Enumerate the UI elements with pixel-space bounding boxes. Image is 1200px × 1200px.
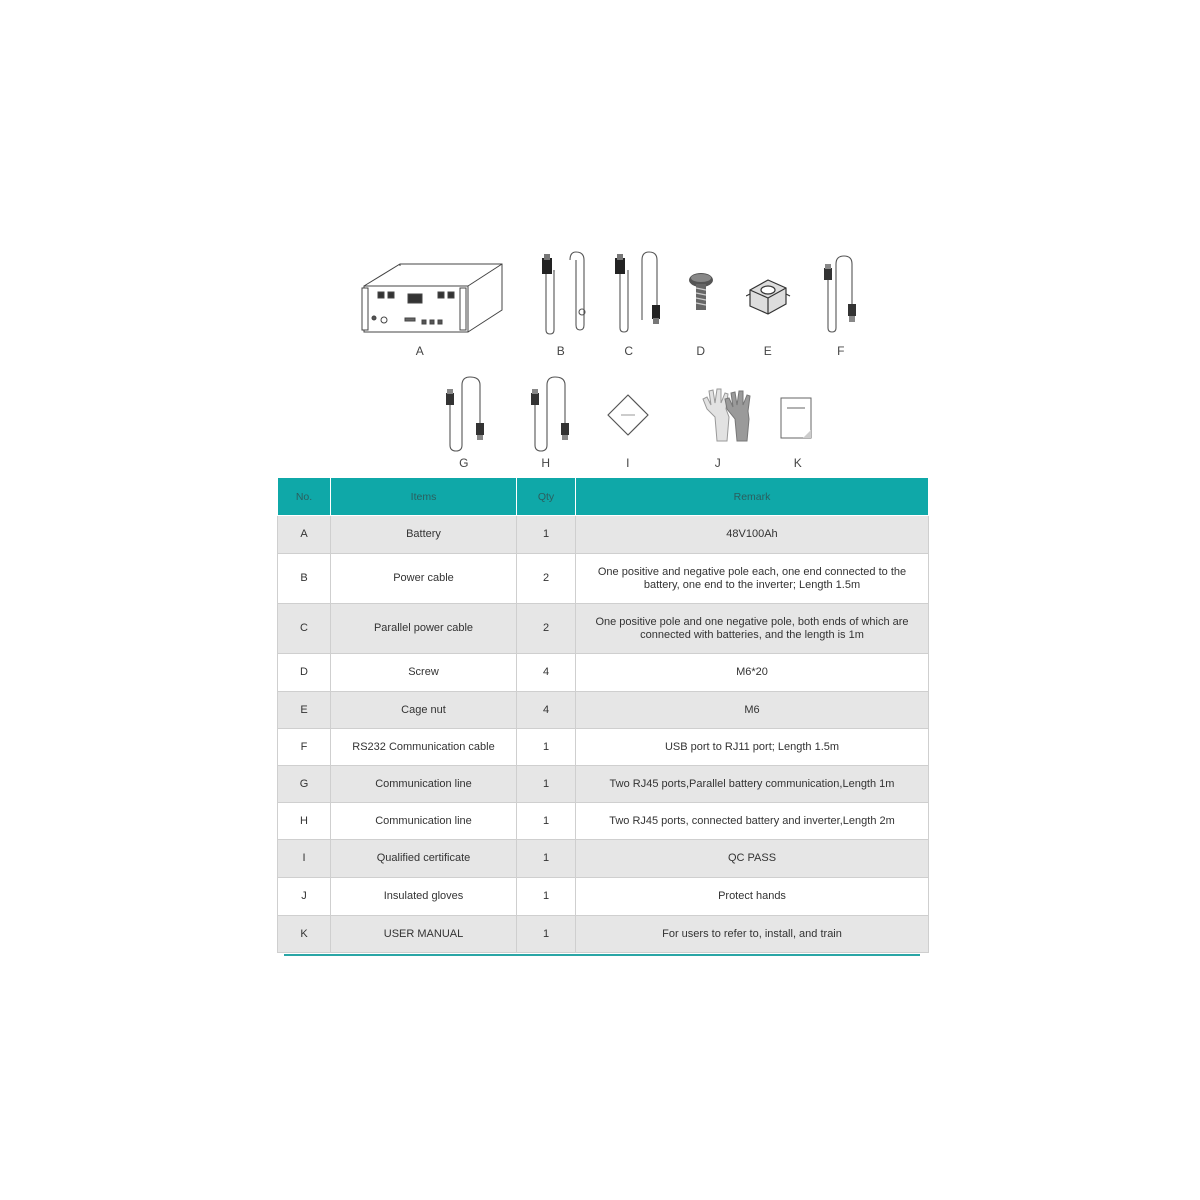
gloves-icon [693,387,753,443]
row-no: G [278,766,331,803]
comm-cable-g-icon [440,373,490,453]
row-qty: 2 [517,554,576,604]
table-row [278,878,929,916]
row-remark: M6*20 [576,654,929,692]
packing-list-table [277,477,929,953]
row-qty: 1 [517,766,576,803]
row-remark: M6 [576,692,929,729]
table-row [278,729,929,766]
row-remark: Protect hands [576,878,929,916]
header-items: Items [331,478,517,516]
item-label-a: A [415,344,425,358]
item-label-d: D [696,344,706,358]
cage-nut-icon [746,276,791,316]
table-row [278,654,929,692]
row-no: B [278,554,331,604]
comm-cable-h-icon [525,373,575,453]
table-row [278,916,929,953]
row-remark: USB port to RJ11 port; Length 1.5m [576,729,929,766]
row-item: USER MANUAL [331,916,517,953]
row-remark: For users to refer to, install, and train [576,916,929,953]
row-qty: 4 [517,692,576,729]
header-remark: Remark [576,478,929,516]
row-qty: 1 [517,840,576,878]
row-item: Screw [331,654,517,692]
row-qty: 1 [517,729,576,766]
row-no: J [278,878,331,916]
table-row [278,803,929,840]
screw-icon [686,272,716,314]
row-remark: Two RJ45 ports,Parallel battery communication,Length 1m [576,766,929,803]
row-no: F [278,729,331,766]
row-item: Insulated gloves [331,878,517,916]
row-item: Communication line [331,766,517,803]
row-qty: 1 [517,916,576,953]
row-item: Power cable [331,554,517,604]
row-qty: 4 [517,654,576,692]
battery-rack-icon [360,258,505,336]
table-row [278,766,929,803]
row-no: H [278,803,331,840]
table-row [278,604,929,654]
table-row [278,554,929,604]
certificate-icon [605,392,651,438]
table-row [278,692,929,729]
row-item: Qualified certificate [331,840,517,878]
row-qty: 1 [517,516,576,554]
parallel-cable-icon [612,250,662,335]
manual-icon [779,396,815,440]
row-no: D [278,654,331,692]
row-qty: 2 [517,604,576,654]
item-label-k: K [793,456,803,470]
row-remark: One positive and negative pole each, one end connected to the battery, one end to the inverter; Length 1.5m [576,554,929,604]
row-remark: QC PASS [576,840,929,878]
row-remark: Two RJ45 ports, connected battery and inverter,Length 2m [576,803,929,840]
row-item: Parallel power cable [331,604,517,654]
header-no: No. [278,478,331,516]
table-bottom-rule [284,954,920,956]
item-label-h: H [541,456,551,470]
row-item: Cage nut [331,692,517,729]
item-label-e: E [763,344,773,358]
row-remark: One positive pole and one negative pole, both ends of which are connected with batteries, and the length is 1m [576,604,929,654]
row-no: E [278,692,331,729]
item-label-j: J [714,456,722,470]
row-item: Communication line [331,803,517,840]
power-cable-icon [540,250,590,335]
row-no: A [278,516,331,554]
row-item: Battery [331,516,517,554]
header-qty: Qty [517,478,576,516]
row-qty: 1 [517,803,576,840]
item-label-i: I [626,456,630,470]
table-row [278,516,929,554]
table-header-row [278,478,929,516]
item-label-b: B [556,344,566,358]
table-row [278,840,929,878]
row-qty: 1 [517,878,576,916]
item-label-f: F [837,344,845,358]
item-label-g: G [459,456,469,470]
row-no: C [278,604,331,654]
row-no: I [278,840,331,878]
row-item: RS232 Communication cable [331,729,517,766]
row-no: K [278,916,331,953]
rs232-cable-icon [820,254,860,334]
row-remark: 48V100Ah [576,516,929,554]
item-label-c: C [624,344,634,358]
